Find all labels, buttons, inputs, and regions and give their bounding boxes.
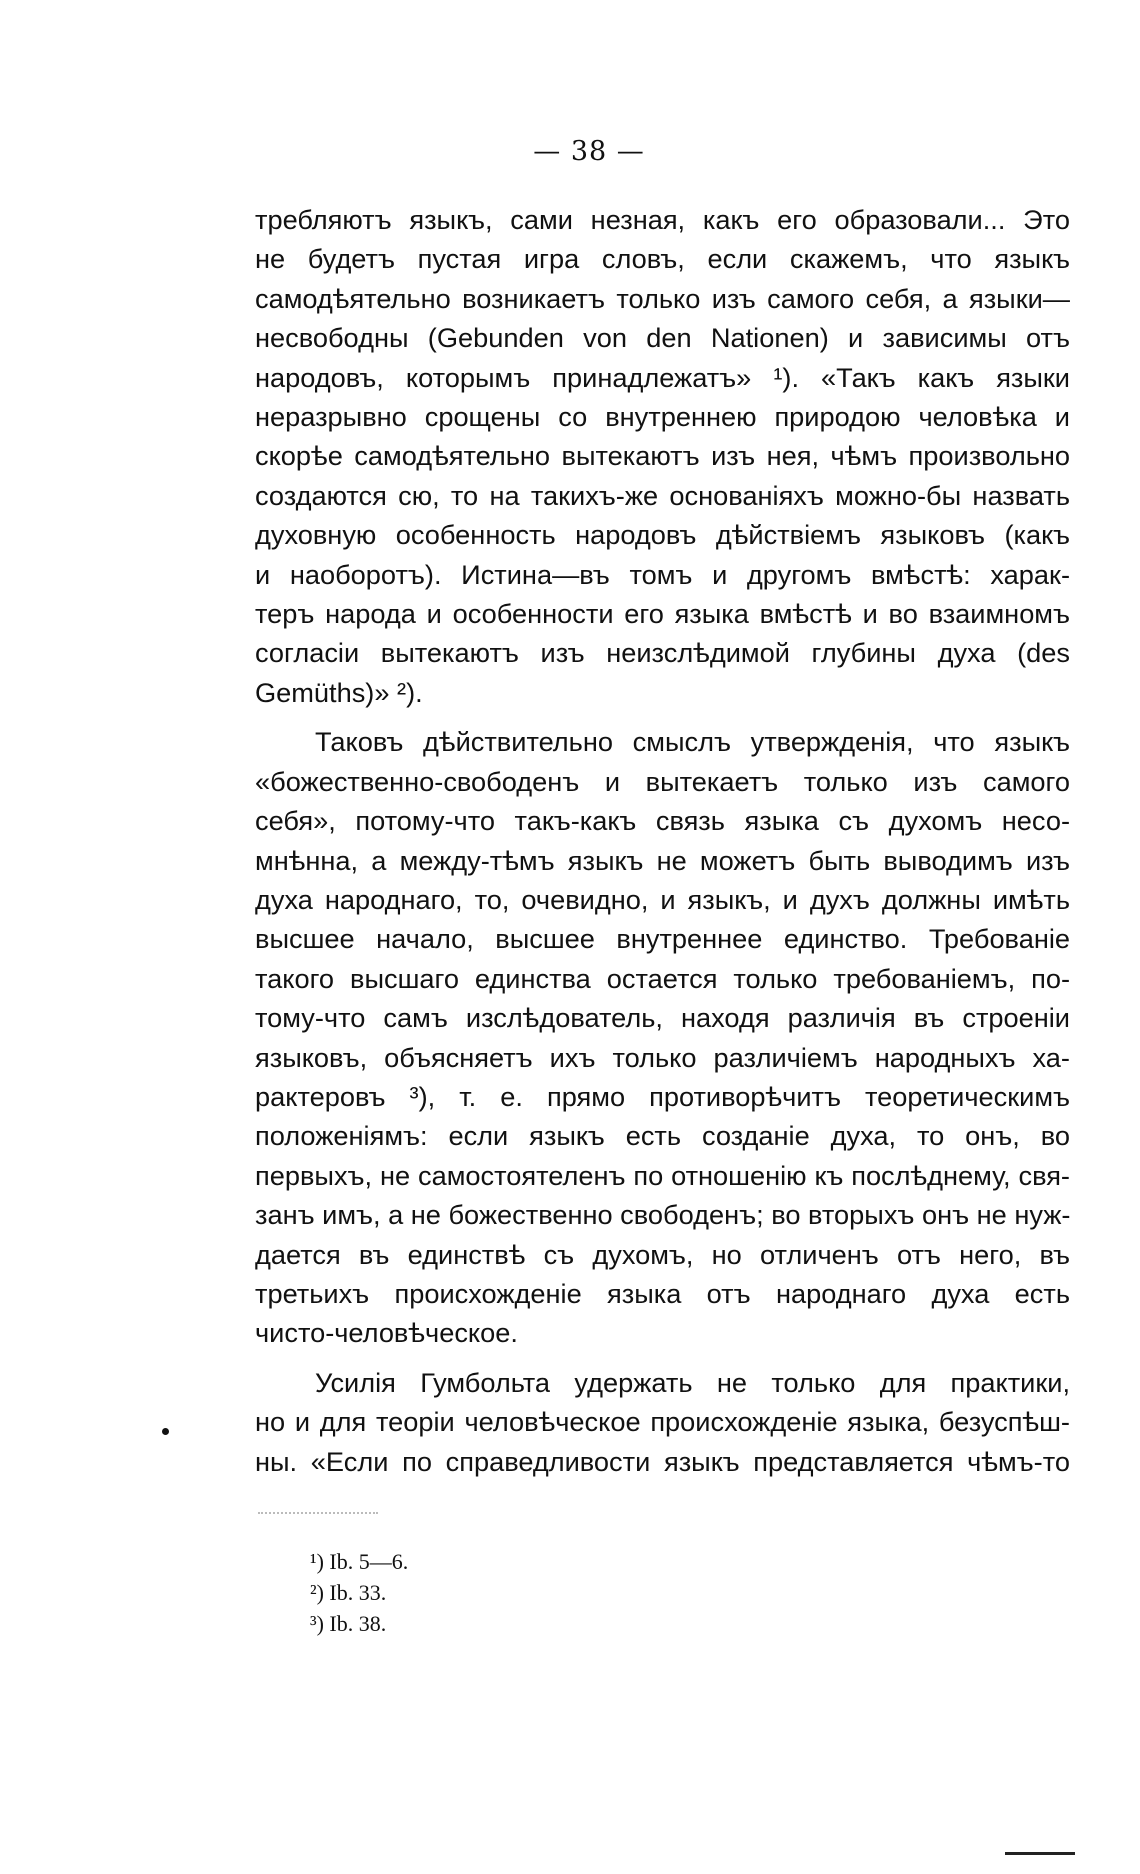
paragraph-3 <box>255 1363 1070 1481</box>
text-line: языковъ, объясняетъ ихъ только различіемъ народныхъ ха- <box>255 1041 1070 1073</box>
footnote-mark: ²) <box>310 1580 324 1605</box>
text-line: теръ народа и особенности его языка вмѣстѣ и во взаимномъ <box>255 598 1070 630</box>
paragraph-2 <box>255 722 1070 1353</box>
text-line: положеніямъ: если языкъ есть созданіе духа, то онъ, во <box>255 1120 1070 1152</box>
text-line: требляютъ языкъ, сами незная, какъ его образовали... Это <box>255 204 1070 235</box>
text-line: создаются сю, то на такихъ-же основаніяхъ можно-бы назвать <box>255 479 1070 511</box>
footnote-1 <box>310 1546 408 1577</box>
text-line: скорѣе самодѣятельно вытекаютъ изъ нея, чѣмъ произвольно <box>255 440 1070 472</box>
text-line: третьихъ происхожденіе языка отъ народнаго духа есть <box>255 1277 1070 1309</box>
text-line: чисто-человѣческое. <box>255 1317 518 1349</box>
footnote-text: Ib. 38. <box>329 1611 387 1636</box>
text-line: тому-что самъ изслѣдователь, находя различія въ строеніи <box>255 1002 1070 1034</box>
stray-ink-dot <box>162 1428 169 1435</box>
text-line: занъ имъ, а не божественно свободенъ; во вторыхъ онъ не нуж- <box>255 1199 1071 1231</box>
footnote-3 <box>310 1608 408 1639</box>
footnotes <box>310 1546 408 1639</box>
text-line: народовъ, которымъ принадлежатъ» ¹). «Такъ какъ языки <box>255 361 1070 393</box>
text-line: дается въ единствѣ съ духомъ, но отличенъ отъ него, въ <box>255 1238 1070 1270</box>
footnote-mark: ¹) <box>310 1549 324 1574</box>
footnote-text: Ib. 5—6. <box>329 1549 409 1574</box>
text-line: духовную особенность народовъ дѣйствіемъ языковъ (какъ <box>255 519 1070 551</box>
text-line: неразрывно срощены со внутреннею природою человѣка и <box>255 401 1070 433</box>
text-line: не будетъ пустая игра словъ, если скажемъ, что языкъ <box>255 243 1070 275</box>
text-line: Таковъ дѣйствительно смыслъ утвержденія, что языкъ <box>315 726 1070 758</box>
text-line: Gemüths)» ²). <box>255 676 423 708</box>
text-line: такого высшаго единства остается только требованіемъ, по- <box>255 962 1070 994</box>
text-line: мнѣнна, а между-тѣмъ языкъ не можетъ быть выводимъ изъ <box>255 844 1070 876</box>
text-line: рактеровъ ³), т. е. прямо противорѣчитъ теоретическимъ <box>255 1080 1070 1112</box>
footnote-2 <box>310 1577 408 1608</box>
text-line: Усилія Гумбольта удержать не только для практики, <box>315 1366 1070 1398</box>
text-line: «божественно-свободенъ и вытекаетъ только изъ самого <box>255 765 1070 797</box>
text-line: высшее начало, высшее внутреннее единство. Требованіе <box>255 923 1070 955</box>
bottom-rule <box>1005 1852 1075 1855</box>
text-line: самодѣятельно возникаетъ только изъ самого себя, а языки— <box>255 282 1070 314</box>
text-line: ны. «Если по справедливости языкъ представляется чѣмъ-то <box>255 1445 1070 1477</box>
paragraph-1 <box>255 200 1070 712</box>
text-line: но и для теоріи человѣческое происхожденіе языка, безуспѣш- <box>255 1406 1070 1438</box>
body-text <box>255 200 1070 1481</box>
text-line: согласіи вытекаютъ изъ неизслѣдимой глубины духа (des <box>255 637 1070 669</box>
text-line: и наоборотъ). Истина—въ томъ и другомъ вмѣстѣ: харак- <box>255 558 1070 590</box>
text-line: себя», потому-что такъ-какъ связь языка съ духомъ несо- <box>255 805 1070 837</box>
faint-marks <box>258 1512 378 1516</box>
footnote-mark: ³) <box>310 1611 324 1636</box>
text-line: первыхъ, не самостоятеленъ по отношенію къ послѣднему, свя- <box>255 1159 1070 1191</box>
page-number: — 38 — <box>533 136 645 167</box>
text-line: духа народнаго, то, очевидно, и языкъ, и духъ должны имѣть <box>255 883 1070 915</box>
footnote-text: Ib. 33. <box>329 1580 387 1605</box>
text-line: несвободны (Gebunden von den Nationen) и зависимы отъ <box>255 322 1070 354</box>
